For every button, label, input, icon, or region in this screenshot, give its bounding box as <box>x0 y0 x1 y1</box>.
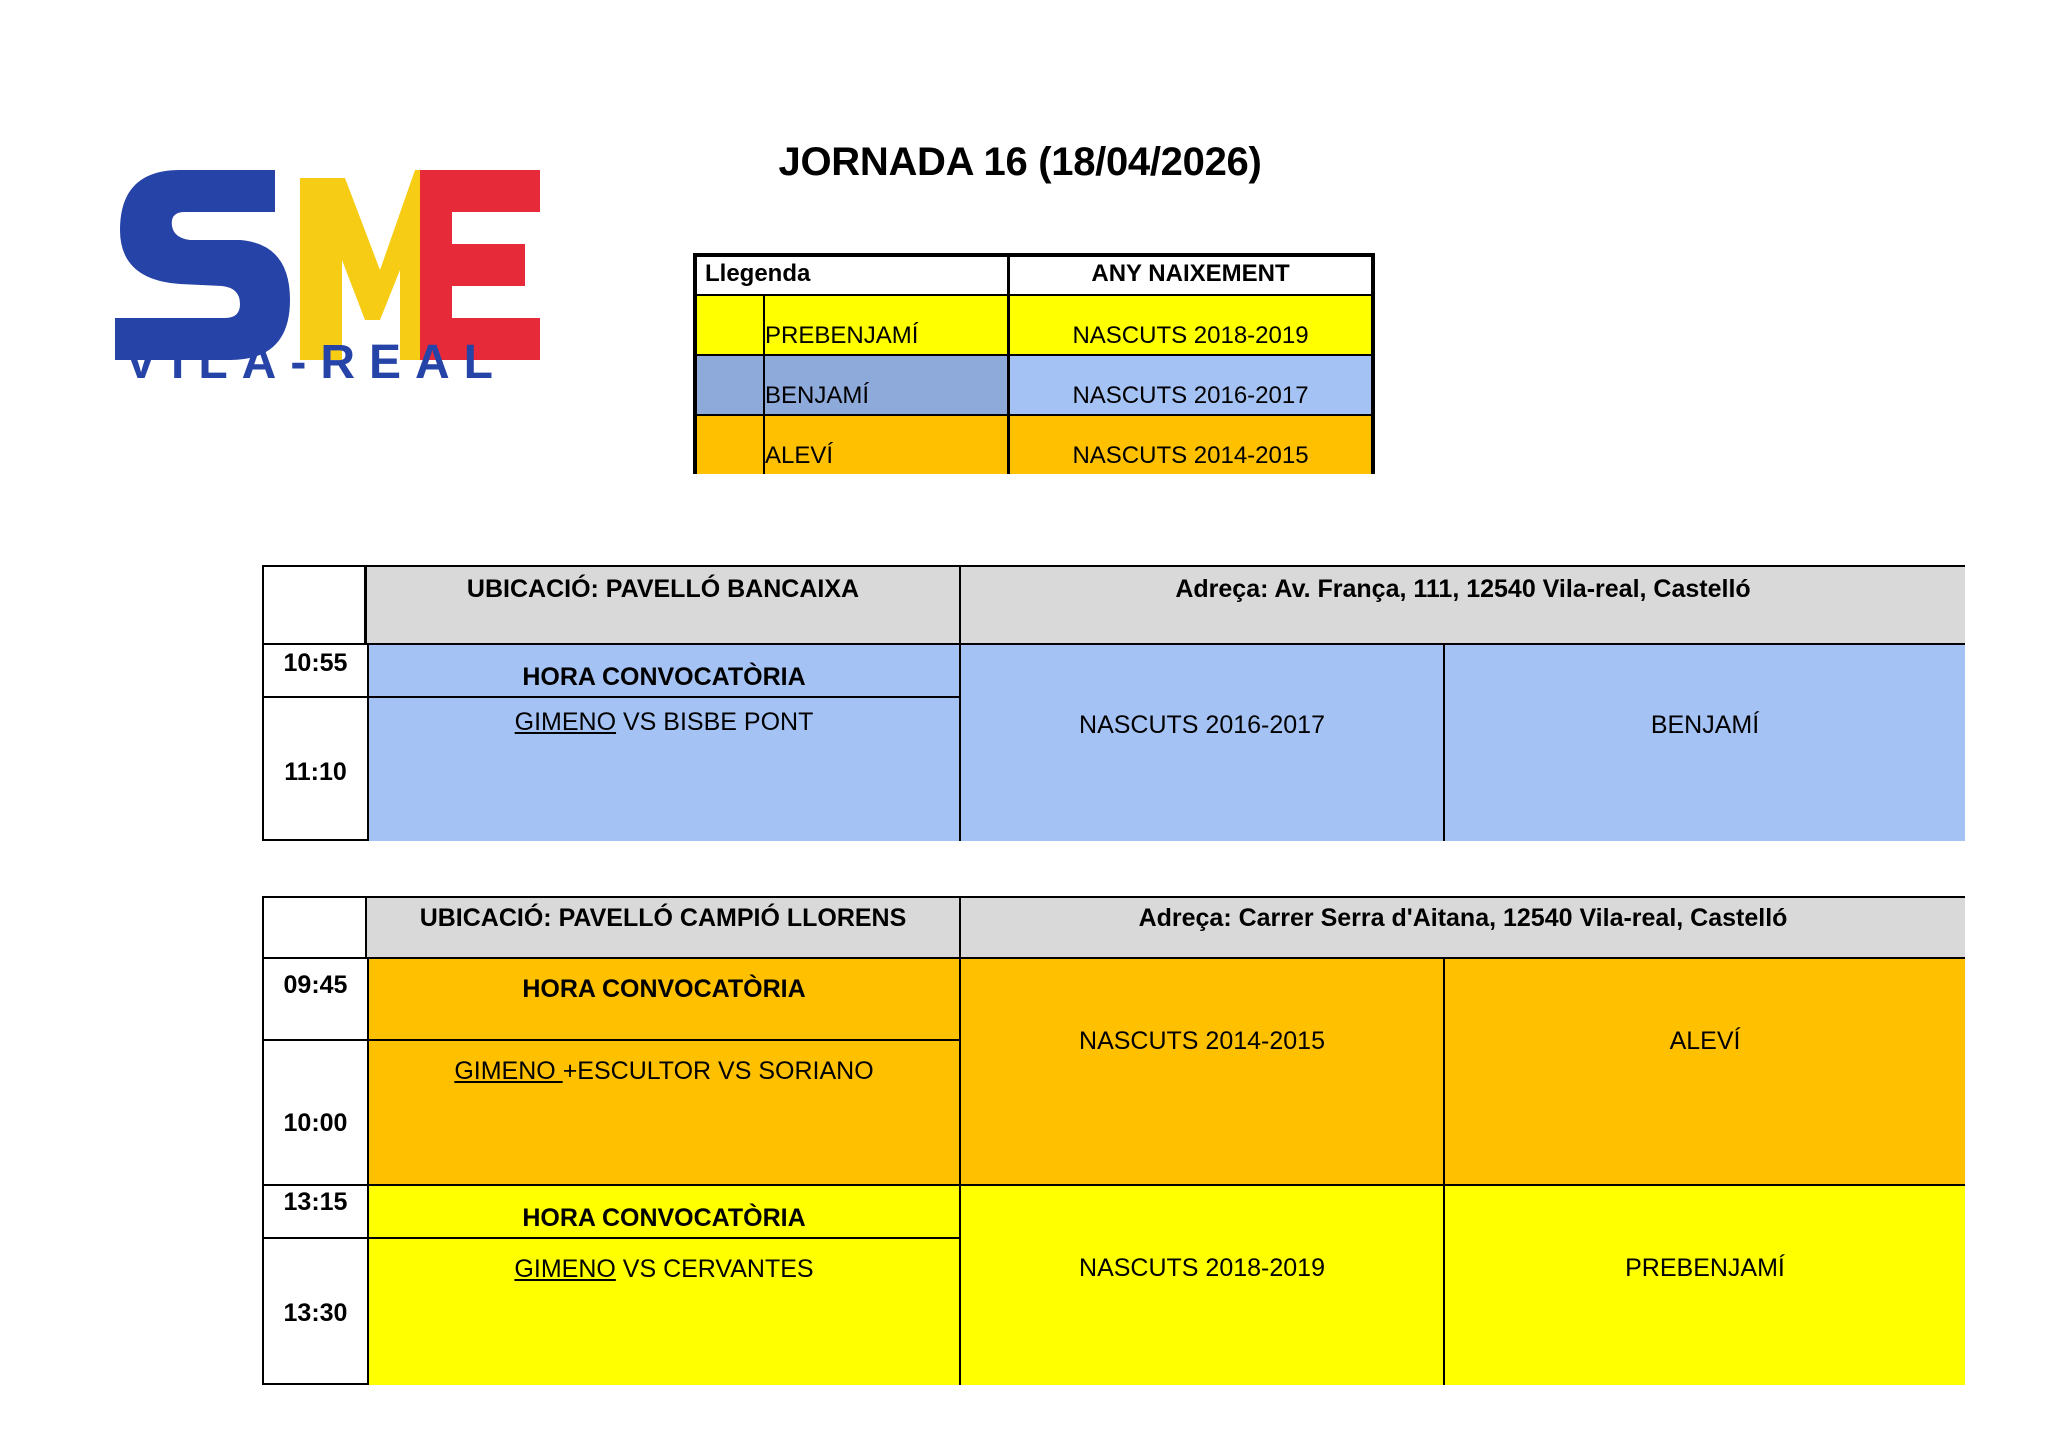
legend-category: ALEVÍ <box>763 414 1007 474</box>
legend-category: PREBENJAMÍ <box>763 294 1007 354</box>
match-time: 11:10 <box>264 696 367 841</box>
match-time: 13:30 <box>264 1237 367 1385</box>
call-time: 09:45 <box>264 957 367 1039</box>
match-time: 10:00 <box>264 1039 367 1184</box>
venue-address: Adreça: Av. França, 111, 12540 Vila-real, Castelló <box>959 567 1965 643</box>
opponent: VS CERVANTES <box>615 1255 814 1283</box>
opponent: VS BISBE PONT <box>616 708 814 736</box>
call-label: HORA CONVOCATÒRIA <box>367 957 959 1039</box>
schedule-table-campio-llorens <box>262 896 1965 1385</box>
team-name: GIMENO <box>514 708 617 736</box>
birth-years: NASCUTS 2014-2015 <box>959 957 1443 1184</box>
category: BENJAMÍ <box>1443 643 1965 841</box>
legend-years: NASCUTS 2018-2019 <box>1007 294 1371 354</box>
venue-address: Adreça: Carrer Serra d'Aitana, 12540 Vila-real, Castelló <box>959 898 1965 957</box>
legend-years: NASCUTS 2014-2015 <box>1007 414 1371 474</box>
opponent: +ESCULTOR VS SORIANO <box>562 1057 874 1085</box>
match-name <box>367 1039 959 1184</box>
legend-swatch <box>697 414 763 474</box>
legend-header-left: Llegenda <box>705 260 811 287</box>
legend-table <box>693 253 1375 474</box>
page-title: JORNADA 16 (18/04/2026) <box>778 140 1262 184</box>
birth-years: NASCUTS 2016-2017 <box>959 643 1443 841</box>
legend-header-right: ANY NAIXEMENT <box>1007 257 1371 294</box>
logo-subtitle: VILA-REAL <box>125 336 507 389</box>
category: ALEVÍ <box>1443 957 1965 1184</box>
match-name <box>367 1237 959 1385</box>
team-name: GIMENO <box>454 1057 563 1085</box>
legend-swatch <box>697 354 763 414</box>
match-name <box>367 696 959 841</box>
call-time: 13:15 <box>264 1184 367 1237</box>
legend-category: BENJAMÍ <box>763 354 1007 414</box>
legend-swatch <box>697 294 763 354</box>
call-label: HORA CONVOCATÒRIA <box>367 1184 959 1237</box>
birth-years: NASCUTS 2018-2019 <box>959 1184 1443 1385</box>
venue-location: UBICACIÓ: PAVELLÓ BANCAIXA <box>365 567 959 643</box>
category: PREBENJAMÍ <box>1443 1184 1965 1385</box>
call-time: 10:55 <box>264 643 367 696</box>
venue-location: UBICACIÓ: PAVELLÓ CAMPIÓ LLORENS <box>365 898 959 957</box>
legend-years: NASCUTS 2016-2017 <box>1007 354 1371 414</box>
team-name: GIMENO <box>514 1255 616 1283</box>
call-label: HORA CONVOCATÒRIA <box>367 643 959 696</box>
sme-vila-real-logo <box>110 160 540 400</box>
schedule-table-bancaixa <box>262 565 1965 841</box>
